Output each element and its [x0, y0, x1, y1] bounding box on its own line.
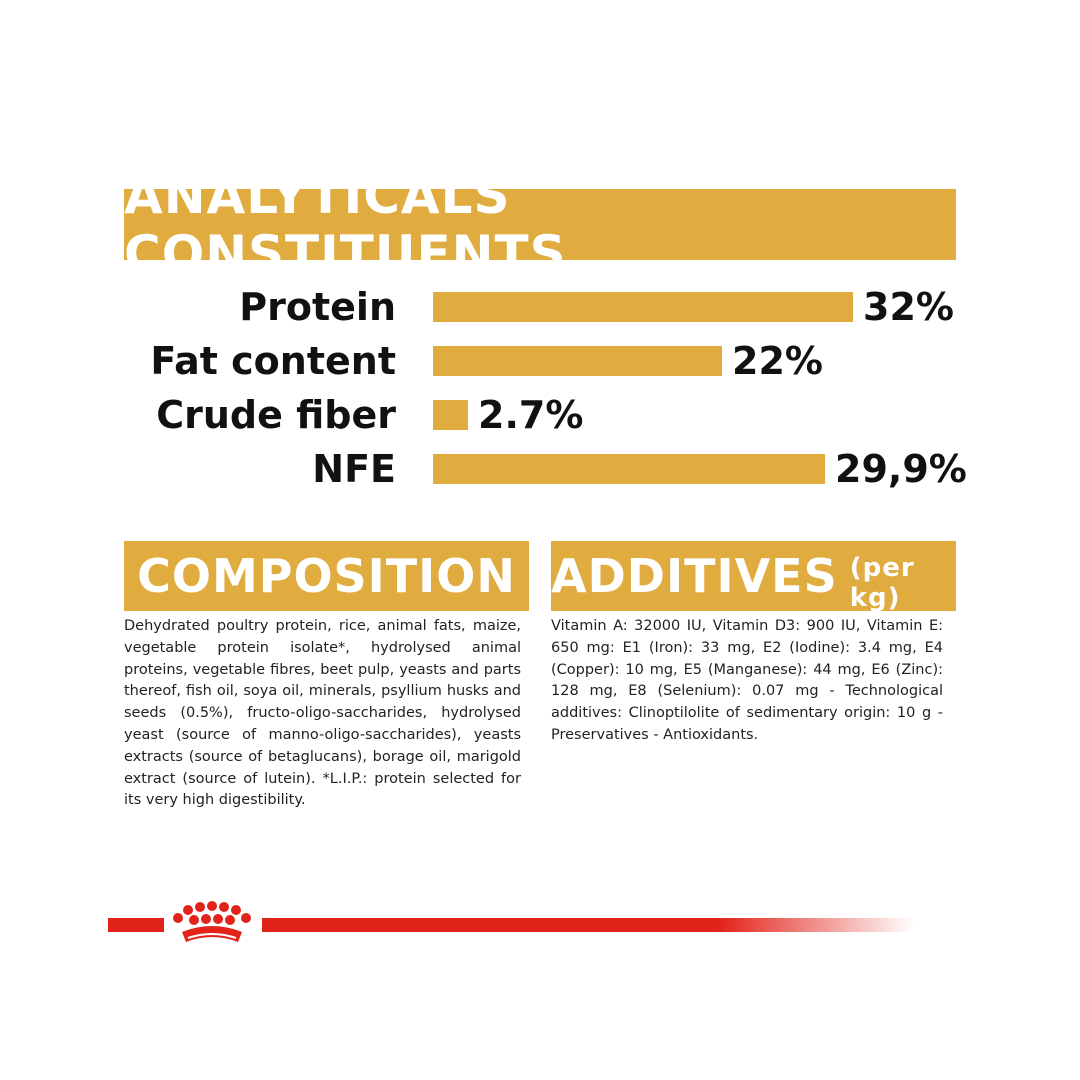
footer-divider-right	[262, 918, 914, 932]
analyticals-banner	[124, 166, 956, 283]
composition-banner	[124, 541, 529, 611]
analytical-row-protein	[0, 287, 1080, 327]
crown-logo-icon	[166, 898, 258, 948]
analytical-value: 22%	[732, 339, 823, 383]
analytical-row-crude-fiber	[0, 395, 1080, 435]
analytical-label: NFE	[312, 447, 396, 491]
composition-text: Dehydrated poultry protein, rice, animal fats, maize, vegetable protein isolate*, hydrolysed animal proteins, vegetable fibres, beet pulp, yeasts and parts thereof, fish oil, soya oil, minerals, psyllium husks and seeds (0.5%), fructo-oligo-saccharides, hydrolysed yeast (source of manno-oligo-saccharides), yeasts extracts (source of betaglucans), borage oil, marigold extract (source of lutein). *L.I.P.: protein selected for its very high digestibility.	[124, 618, 521, 809]
analytical-label: Crude fiber	[156, 393, 396, 437]
analytical-bar	[433, 292, 853, 322]
analytical-value: 29,9%	[835, 447, 967, 491]
analytical-value: 2.7%	[478, 393, 584, 437]
additives-subtitle: (per kg)	[849, 553, 915, 613]
composition-title: COMPOSITION	[137, 549, 516, 603]
additives-banner	[551, 541, 956, 611]
analyticals-title: ANALYTICALS CONSTITUENTS	[124, 166, 567, 283]
analytical-row-fat-content	[0, 341, 1080, 381]
analytical-row-nfe	[0, 449, 1080, 489]
additives-text: Vitamin A: 32000 IU, Vitamin D3: 900 IU, Vitamin E: 650 mg: E1 (Iron): 33 mg, E2 (Iodine): 3.4 mg, E4 (Copper): 10 mg, E5 (Manganese): 44 mg, E6 (Zinc): 128 mg, E8 (Selenium): 0.07 mg - Technological additives: Clinoptilolite of sedimentary origin: 10 g - Preservatives - Antioxidants.	[551, 618, 943, 743]
footer-divider-left	[108, 918, 164, 932]
analytical-label: Protein	[239, 285, 396, 329]
analytical-value: 32%	[863, 285, 954, 329]
analytical-bar	[433, 346, 722, 376]
analytical-bar	[433, 400, 468, 430]
additives-title: ADDITIVES	[551, 549, 838, 603]
analytical-label: Fat content	[150, 339, 396, 383]
analytical-bar	[433, 454, 825, 484]
